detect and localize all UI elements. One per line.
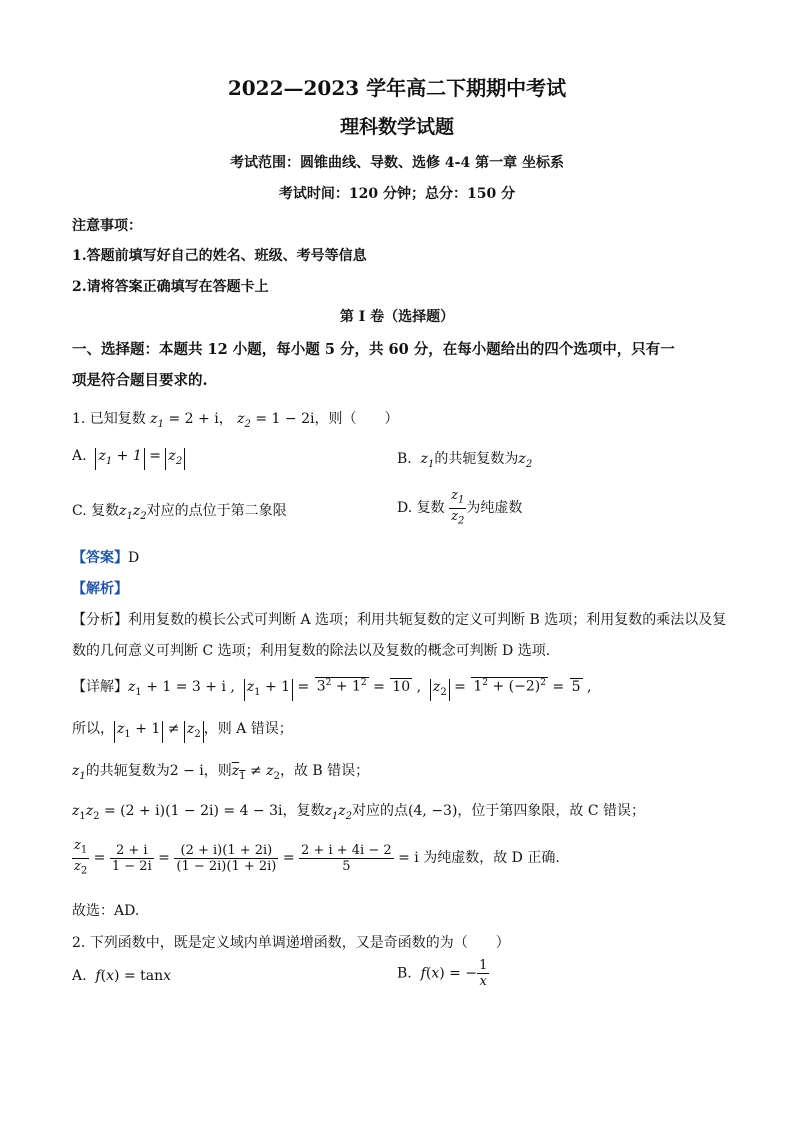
q1-option-c: C. 复数$z_1z_2$对应的点位于第二象限: [72, 503, 287, 522]
q1-stem: 1. 已知复数 $z_1 = 2 + i$， $z_2 = 1 - 2i$，则（ ）: [72, 411, 399, 430]
q1-answer: 【答案】D: [72, 550, 140, 566]
q2-option-a: A. f(x) = tanx: [72, 968, 172, 984]
q1-conclusion: 故选：AD.: [72, 903, 140, 919]
q1-detail-line5: $\frac{z_1}{z_2}$ = $\frac{2 + i}{1 - 2i}$ = $\frac{(2 + i)(1 + 2i)}{(1 - 2i)(1 + 2i)}$ = $\frac{2 + i + 4i - 2}{5}$ = i 为纯虚数，故 D 正确.: [74, 838, 560, 877]
q1-option-a: A. $z_1 + 1 = z_2$: [72, 448, 185, 470]
notice-item-2: 2.请将答案正确填写在答题卡上: [72, 279, 269, 295]
exam-scope: 考试范围：圆锥曲线、导数、选修 4-4 第一章 坐标系: [230, 155, 564, 171]
q1-detail-line1: 【详解】$z_1 + 1 = 3 + i$ , $z_1 + 1 = 3^2 + 1^2 = 10$ , $z_2 = 1^2 + (-2)^2 = 5$ ,: [72, 676, 591, 701]
q1-analysis-tag: 【解析】: [72, 581, 128, 597]
q1-detail-line2: 所以， $z_1 + 1 \ne z_2$ ，则 A 错误；: [72, 718, 293, 743]
exam-title: 2022—2023 学年高二下期期中考试: [227, 76, 567, 100]
exam-subtitle: 理科数学试题: [339, 116, 454, 138]
section-instructions-line1: 一、选择题：本题共 12 小题，每小题 5 分，共 60 分，在每小题给出的四个选项中，只有一: [72, 341, 675, 358]
q1-detail-line3: $z_1$的共轭复数为2 − i，则$z_1 \ne z_2$，故 B 错误；: [72, 763, 370, 782]
q2-option-b: B. f(x) = − $\frac{1}{x}$: [397, 958, 488, 989]
q1-fenxi-line1: 【分析】利用复数的模长公式可判断 A 选项；利用共轭复数的定义可判断 B 选项；利用复数的乘法以及复: [72, 612, 727, 628]
q1-fenxi-line2: 数的几何意义可判断 C 选项；利用复数的除法以及复数的概念可判断 D 选项.: [72, 643, 551, 659]
notice-heading: 注意事项：: [72, 218, 142, 234]
q1-option-b: B. $z_1$的共轭复数为$z_2$: [397, 451, 533, 470]
section-instructions-line2: 项是符合题目要求的.: [72, 372, 208, 389]
notice-item-1: 1.答题前填写好自己的姓名、班级、考号等信息: [72, 248, 367, 264]
q1-detail-line4: $z_1z_2 = (2 + i)(1 - 2i) = 4 - 3i$，复数$z_1z_2$对应的点(4, −3)，位于第四象限，故 C 错误；: [72, 803, 646, 822]
exam-time: 考试时间：120 分钟；总分：150 分: [278, 186, 516, 202]
volume-heading: 第 I 卷（选择题）: [339, 309, 455, 325]
q2-stem: 2. 下列函数中，既是定义域内单调递增函数，又是奇函数的为（ ）: [72, 935, 510, 951]
q1-option-d: D. 复数 $\frac{z_1}{z_2}$ 为纯虚数: [397, 488, 523, 527]
